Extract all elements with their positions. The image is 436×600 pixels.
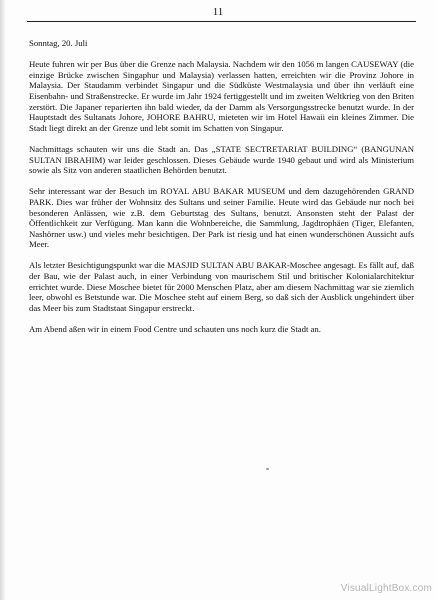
paragraph-evening: Am Abend aßen wir in einem Food Centre und schauten uns noch kurz die Stadt an. (29, 324, 321, 335)
watermark-text: VisualLightBox.com (340, 583, 432, 594)
paragraph-museum-visit: Sehr interessant war der Besuch im ROYAL ABU BAKAR MUSEUM und dem dazugehörenden GRAND PARK. Dies war früher der Wohnsitz des Sultans und seiner Familie. Heute wird das Gebäude nur noch bei besonderen Anlässen, wie z.B. dem Geburtstag des Sultans, benutzt. Ansonsten steht der Palast der Öffentlichkeit zur Verfügung. Man kann die Wohnbereiche, die Sammlung, Jagdtrophäen (Tiger, Elefanten, Nashörner usw.) und vieles mehr besichtigen. Der Park ist riesig und hat einen wunderschönen Aussicht aufs Meer. (29, 186, 414, 250)
entry-date: Sonntag, 20. Juli (29, 38, 88, 48)
paragraph-mosque-visit: Als letzter Besichtigungspunkt war die MASJID SULTAN ABU BAKAR-Moschee angesagt. Es fällt auf, daß der Bau, wie der Palast auch, in einer Verbindung von maurischem Stil und britischer Kolonialarchitektur errichtet wurde. Diese Moschee bietet für 2000 Menschen Platz, aber am diesem Nachmittag war sie ziemlich leer, obwohl es Betstunde war. Die Moschee steht auf einem Berg, so daß sich der Ausblick ungehindert über das Meer bis zum Stadtstaat Singapur erstreckt. (29, 260, 414, 313)
page-number: 11 (212, 6, 224, 18)
document-body (29, 38, 414, 345)
header-rule (27, 21, 416, 22)
paragraph-border-crossing: Heute fuhren wir per Bus über die Grenze nach Malaysia. Nachdem wir den 1056 m langen CAUSEWAY (die einzige Brücke zwischen Singaphur und Malaysia) verlassen hatten, erreichten wir die Provinz Johore in Malaysia. Der Staudamm verbindet Singapur und die Südküste Westmalaysia und über ihn verläuft eine Eisenbahn- und Straßenstrecke. Er wurde im Jahr 1924 fertiggestellt und im zweiten Weltkrieg von den Briten zerstört. Die Japaner reparierten ihn bald wieder, da der Damm als Versorgungsstrecke benutzt wurde. In der Hauptstadt des Sultanats Johore, JOHORE BAHRU, mieteten wir im Hotel Hawaii ein kleines Zimmer. Die Stadt liegt direkt an der Grenze und lebt somit im Schatten von Singapur. (29, 59, 414, 133)
page-edge-shadow (0, 0, 6, 600)
scan-speck (266, 468, 269, 470)
paragraph-afternoon-city: Nachmittags schauten wir uns die Stadt an. Das „STATE SECTRETARIAT BUILDING“ (BANGUNAN SULTAN IBRAHIM) war leider geschlossen. Dieses Gebäude wurde 1940 gebaut und wird als Ministerium sowie als Sitz von anderen staatlichen Behörden benutzt. (29, 143, 414, 176)
